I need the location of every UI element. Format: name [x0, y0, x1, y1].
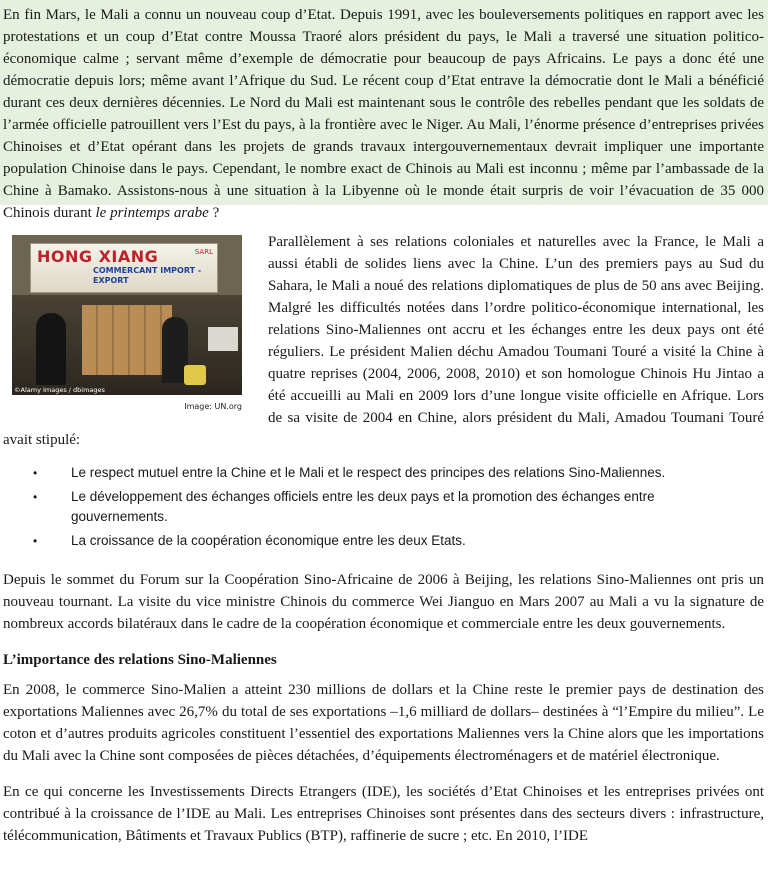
- yellow-bag: [184, 365, 206, 385]
- intro-box: [0, 0, 768, 221]
- shop-sign-subtitle: COMMERCANT IMPORT - EXPORT: [93, 266, 202, 285]
- shop-sign-title: HONG XIANG: [37, 247, 159, 266]
- forum-paragraph: Depuis le sommet du Forum sur la Coopération Sino-Africaine de 2006 à Beijing, les relations Sino-Maliennes ont pris un nouveau tournant. La visite du vice ministre Chinois du commerce Wei Jianguo en Mars 2007 au Mali a vu la signature de nombreux accords bilatéraux dans le cadre de la coopération économique et commerciale entre les deux gouvernements.: [3, 572, 764, 632]
- list-item: • Le respect mutuel entre la Chine et le Mali et le respect des principes des relations Sino-Maliennes.: [3, 463, 764, 483]
- bullet-icon: •: [33, 490, 38, 504]
- shop-sign-tag: SARL: [194, 248, 213, 256]
- section-heading: L’importance des relations Sino-Maliennes: [3, 652, 277, 668]
- list-item: • Le développement des échanges officiels entre les deux pays et la promotion des échanges entre gouvernements.: [33, 489, 655, 524]
- shop-figure: [12, 235, 250, 413]
- intro-paragraph: En fin Mars, le Mali a connu un nouveau coup d’Etat. Depuis 1991, avec les bouleversements politiques en rapport avec les protestations et un coup d’Etat contre Moussa Traoré alors président du pays, le Mali a traversé une situation politico-économique calme ; servant même d’exemple de démocratie pour beaucoup de pays Africains. Le pays a donc été une démocratie depuis lors; même avant l’Afrique du Sud. Le récent coup d’Etat entrave la démocratie dont le Mali a bénéficié durant ces deux dernières décennies. Le Nord du Mali est maintenant sous le contrôle des rebelles pendant que les soldats de l’armée officielle patrouillent vers l’Est du pays, à la frontière avec le Niger. Au Mali, l’énorme présence d’entreprises privées Chinoises et d’Etat opérant dans les projets de grands travaux intergouvernementaux devrait impliquer une importante population Chinoise dans le pays. Cependant, le nombre exact de Chinois au Mali est inconnu ; même par l’ambassade de la Chine à Bamako. Assistons-nous à une situation à la Libyenne où le monde était surpris de voir l’évacuation de 35 000 Chinois durant le printemps arabe ?: [3, 7, 764, 221]
- photo-credit: ©Alamy Images / dbimages: [14, 386, 105, 394]
- relations-paragraph: Parallèlement à ses relations coloniales et naturelles avec la France, le Mali a aussi établi de solides liens avec la Chine. L’un des premiers pays au Sud du Sahara, le Mali a noué des relations diplomatiques de plus de 50 ans avec Beijing. Malgré les difficultés notées dans l’ordre politico-économique international, les relations Sino-Maliennes ont accru et les échanges entre les deux pays ont été réguliers. Le président Malien déchu Amadou Toumani Touré a visité la Chine à quatre reprises (2004, 2006, 2008, 2010) et son homologue Chinois Hu Jintao a été accueilli au Mali en 2009 lors d’une longue visite officielle en Afrique. Lors de sa visite de 2004 en Chine, alors président du Mali, Amadou Toumani Touré avait stipulé:: [3, 234, 764, 448]
- air-conditioner-unit: [208, 327, 238, 351]
- bullet-icon: •: [33, 466, 38, 480]
- intro-italic-phrase: le printemps arabe: [95, 205, 209, 221]
- bullet-icon: •: [33, 534, 38, 548]
- bullet-list: [3, 463, 764, 551]
- shop-photo: [12, 235, 242, 395]
- merchandise-boxes: [82, 305, 172, 375]
- list-item: • La croissance de la coopération économique entre les deux Etats.: [3, 531, 764, 551]
- relations-section: [0, 205, 768, 847]
- person-figure: [36, 313, 66, 385]
- trade-paragraph: En 2008, le commerce Sino-Malien a atteint 230 millions de dollars et la Chine reste le premier pays de destination des exportations Maliennes avec 26,7% du total de ses exportations –1,6 milliard de dollars– destinées à “l’Empire du milieu”. Le coton et d’autres produits agricoles constituent l’essentiel des exportations Maliennes vers la Chine alors que les importations du Mali avec la Chine sont composées de pièces détachées, d’équipements électroménagers et de matériel électronique.: [3, 682, 764, 764]
- image-caption: Image: UN.org: [184, 402, 242, 411]
- investment-paragraph: En ce qui concerne les Investissements Directs Etrangers (IDE), les sociétés d’Etat Chinoises et les entreprises privées ont contribué à la croissance de l’IDE au Mali. Les entreprises Chinoises sont présentes dans des secteurs divers : infrastructure, télécommunication, Bâtiments et Travaux Publics (BTP), raffinerie de sucre ; etc. En 2010, l’IDE: [3, 784, 764, 844]
- shop-sign: [30, 243, 218, 293]
